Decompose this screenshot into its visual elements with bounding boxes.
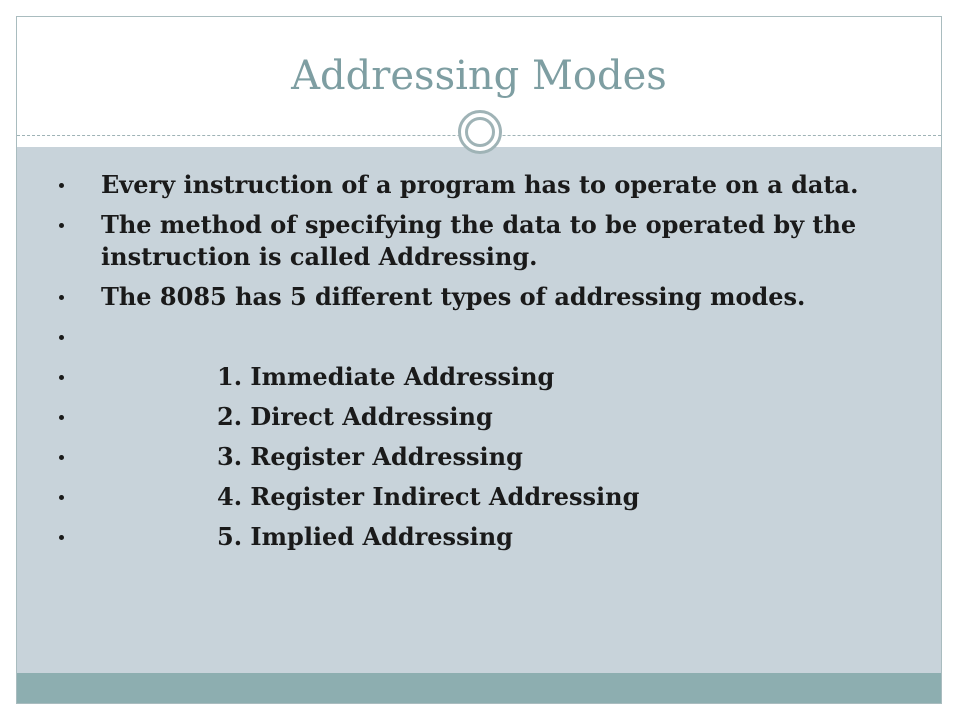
footer-bar	[17, 673, 941, 704]
bullet-dot-icon	[59, 535, 64, 540]
bullet-text: 1. Immediate Addressing	[217, 362, 555, 391]
bullet-text: Every instruction of a program has to operate on a data.	[101, 170, 859, 199]
bullet-item-mode	[101, 521, 931, 553]
bullet-item-mode	[101, 361, 931, 393]
bullet-dot-icon	[59, 375, 64, 380]
bullet-dot-icon	[59, 183, 64, 188]
bullet-text: The method of specifying the data to be operated by the instruction is called Addressing.	[101, 210, 857, 271]
bullet-text: 4. Register Indirect Addressing	[217, 482, 640, 511]
bullet-item-mode	[101, 441, 931, 473]
slide	[16, 16, 942, 704]
bullet-item-empty	[101, 321, 931, 353]
bullet-text: The 8085 has 5 different types of addressing modes.	[101, 282, 806, 311]
bullet-item-mode	[101, 481, 931, 513]
bullet-text: 3. Register Addressing	[217, 442, 523, 471]
bullet-dot-icon	[59, 415, 64, 420]
bullet-dot-icon	[59, 295, 64, 300]
bullet-item-mode	[101, 401, 931, 433]
bullet-item	[101, 169, 931, 201]
bullet-text: 2. Direct Addressing	[217, 402, 493, 431]
bullet-list	[101, 169, 931, 561]
bullet-text: 5. Implied Addressing	[217, 522, 513, 551]
slide-title: Addressing Modes	[291, 53, 667, 99]
bullet-item	[101, 209, 931, 273]
bullet-dot-icon	[59, 495, 64, 500]
bullet-dot-icon	[59, 335, 64, 340]
ring-ornament-icon	[458, 110, 502, 154]
bullet-item	[101, 281, 931, 313]
bullet-dot-icon	[59, 455, 64, 460]
bullet-dot-icon	[59, 223, 64, 228]
